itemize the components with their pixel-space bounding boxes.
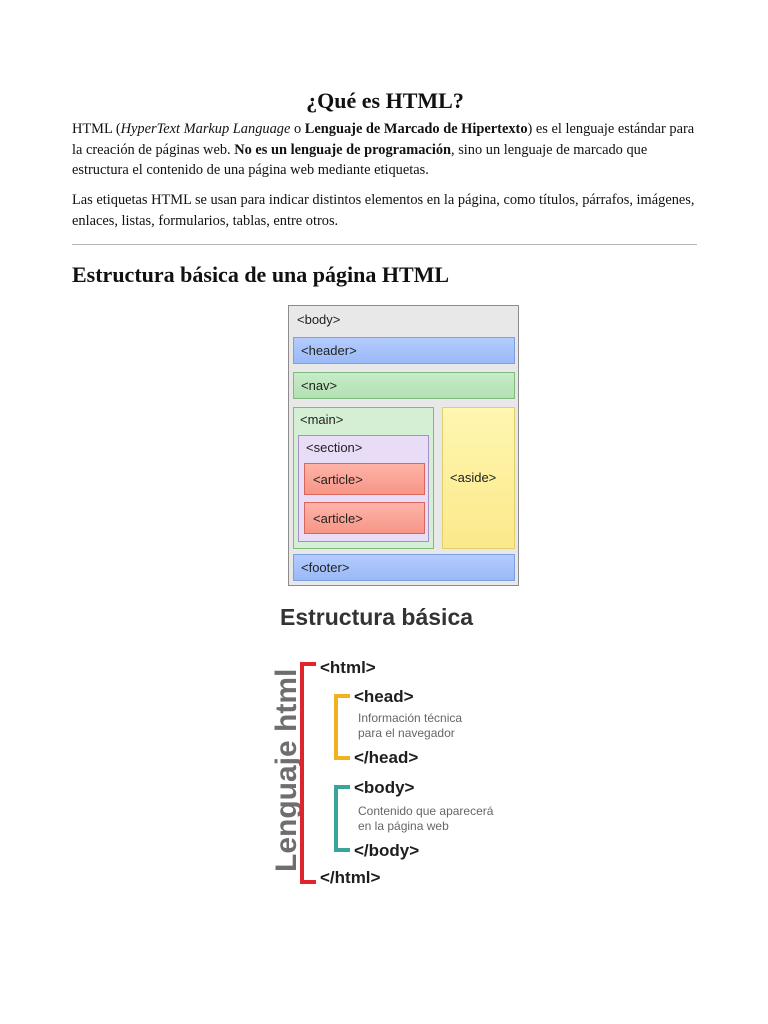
body-open-tag: <body> bbox=[354, 778, 415, 797]
body-description-line: en la página web bbox=[358, 819, 449, 833]
article-label: <article> bbox=[313, 511, 363, 526]
aside-block bbox=[442, 407, 515, 549]
header-label: <header> bbox=[301, 343, 357, 358]
body-close-tag: </body> bbox=[354, 841, 420, 860]
layout-diagram bbox=[288, 305, 519, 586]
intro-paragraph bbox=[72, 119, 698, 181]
horizontal-divider bbox=[72, 244, 697, 245]
header-block bbox=[293, 337, 515, 364]
footer-block bbox=[293, 554, 515, 581]
body-bracket bbox=[336, 787, 350, 850]
structure-diagram-title: Estructura básica bbox=[280, 604, 474, 630]
intro-text-b: o bbox=[290, 121, 305, 137]
aside-label: <aside> bbox=[450, 470, 497, 485]
structure-diagram bbox=[250, 600, 540, 900]
article-label: <article> bbox=[313, 472, 363, 487]
html-open-tag: <html> bbox=[320, 658, 376, 677]
head-close-tag: </head> bbox=[354, 748, 419, 767]
head-bracket bbox=[336, 696, 350, 758]
head-description-line: para el navegador bbox=[358, 726, 455, 740]
head-open-tag: <head> bbox=[354, 687, 414, 706]
intro-text-c: ) es el lenguaje estándar para la creación de páginas web. bbox=[72, 121, 695, 158]
intro-text-d: , sino un lenguaje de marcado que estructura el contenido de una página web mediante etiquetas. bbox=[72, 141, 648, 178]
intro-bold-statement: No es un lenguaje de programación bbox=[234, 141, 452, 158]
head-description-line: Información técnica bbox=[358, 711, 463, 725]
intro-italic-term: HyperText Markup Language bbox=[120, 121, 291, 137]
main-label: <main> bbox=[300, 412, 344, 427]
article-block bbox=[304, 463, 425, 495]
html-close-tag: </html> bbox=[320, 868, 381, 887]
article-block bbox=[304, 502, 425, 534]
nav-block bbox=[293, 372, 515, 399]
intro-bold-term: Lenguaje de Marcado de Hipertexto bbox=[304, 121, 528, 137]
intro-text-a: HTML ( bbox=[72, 121, 121, 137]
html-bracket bbox=[302, 664, 316, 882]
body-label: <body> bbox=[297, 312, 341, 327]
structure-side-label: Lenguaje html bbox=[270, 668, 303, 872]
section-label: <section> bbox=[306, 440, 363, 455]
nav-label: <nav> bbox=[301, 378, 338, 393]
footer-label: <footer> bbox=[301, 560, 350, 575]
body-description-line: Contenido que aparecerá bbox=[358, 804, 494, 818]
page-title: ¿Qué es HTML? bbox=[306, 88, 464, 113]
tags-paragraph: Las etiquetas HTML se usan para indicar distintos elementos en la página, como títulos, párrafos, imágenes, enlaces, listas, formularios, tablas, entre otros. bbox=[72, 192, 695, 229]
section-heading: Estructura básica de una página HTML bbox=[72, 262, 450, 287]
